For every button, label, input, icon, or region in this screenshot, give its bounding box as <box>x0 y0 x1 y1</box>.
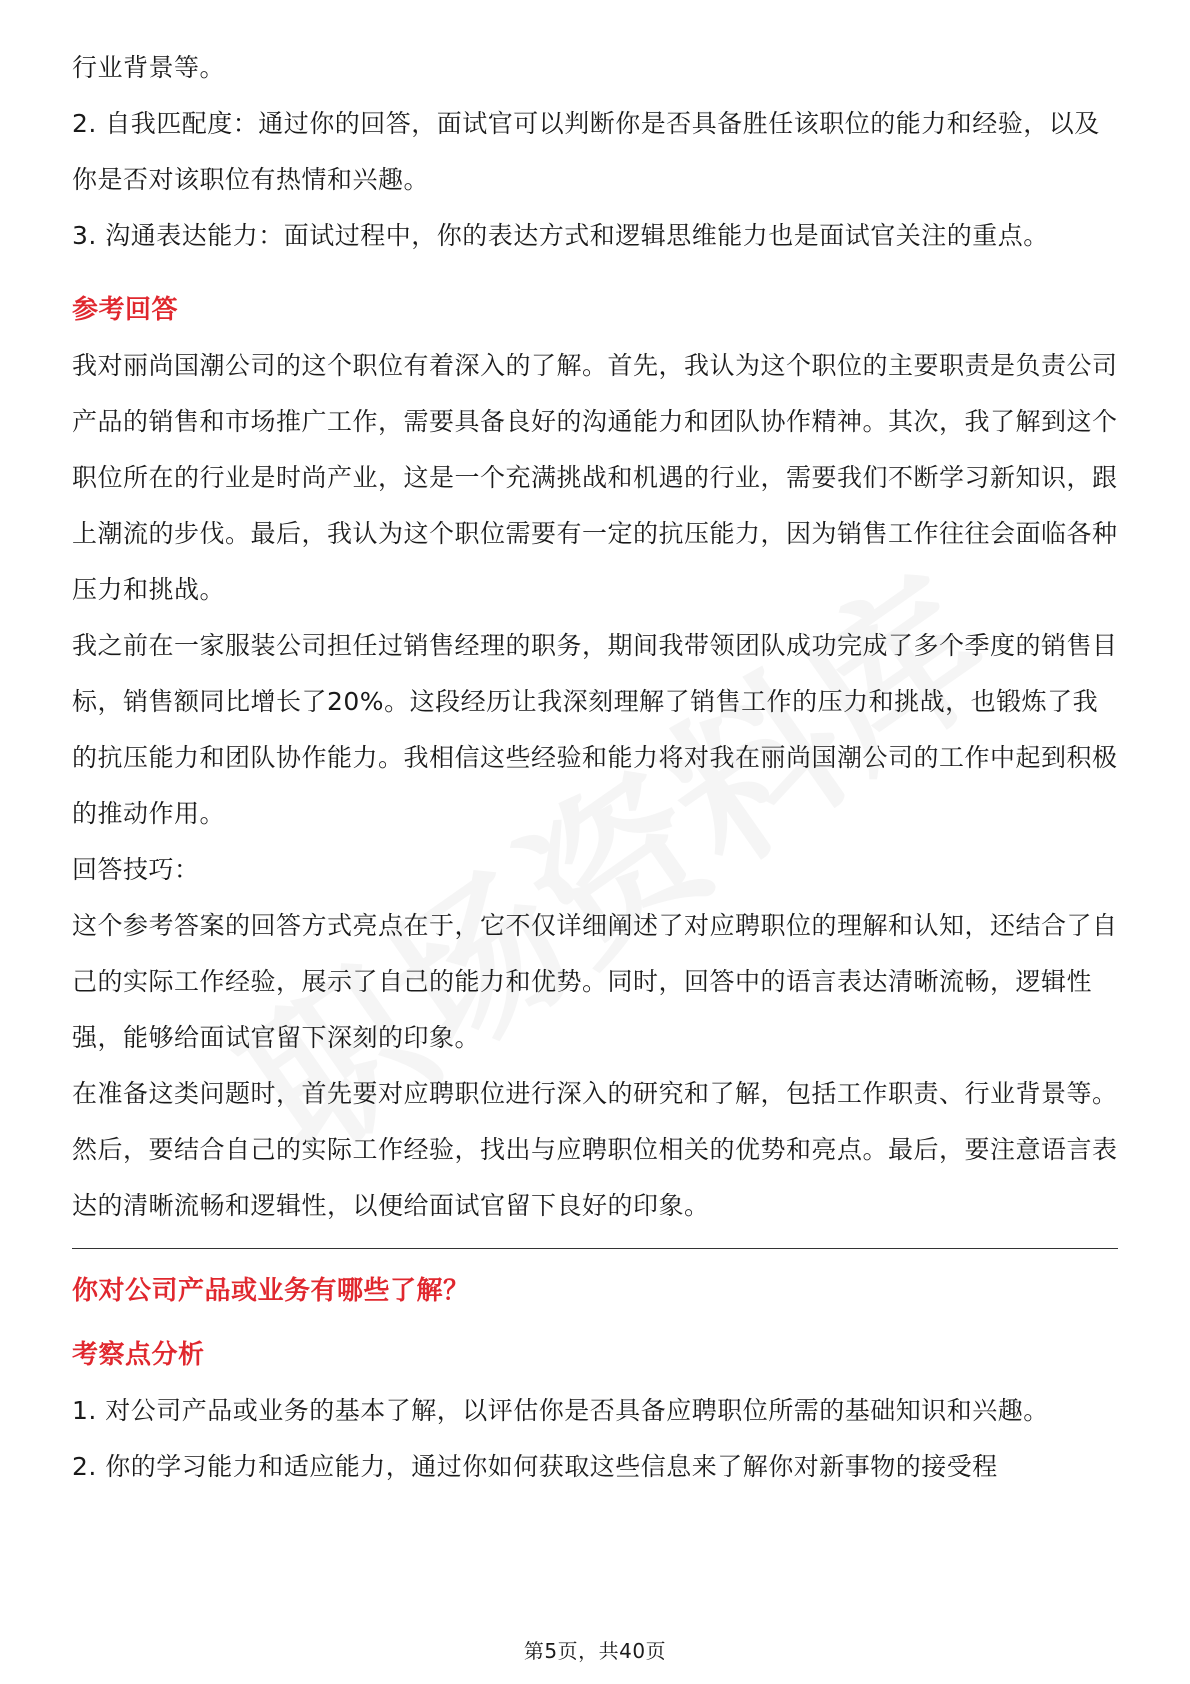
tips-paragraph-2: 在准备这类问题时，首先要对应聘职位进行深入的研究和了解，包括工作职责、行业背景等。然后，要结合自己的实际工作经验，找出与应聘职位相关的优势和亮点。最后，要注意语言表达的清晰流畅和逻辑性，以便给面试官留下良好的印象。 <box>72 1079 1118 1220</box>
analysis-point-1: 1. 对公司产品或业务的基本了解，以评估你是否具备应聘职位所需的基础知识和兴趣。 <box>72 1396 1049 1425</box>
section-divider <box>72 1248 1118 1249</box>
tips-paragraph-1: 这个参考答案的回答方式亮点在于，它不仅详细阐述了对应聘职位的理解和认知，还结合了自己的实际工作经验，展示了自己的能力和优势。同时，回答中的语言表达清晰流畅，逻辑性强，能够给面试官留下深刻的印象。 <box>72 911 1118 1052</box>
reference-paragraph-2: 我之前在一家服装公司担任过销售经理的职务，期间我带领团队成功完成了多个季度的销售目标，销售额同比增长了20%。这段经历让我深刻理解了销售工作的压力和挑战，也锻炼了我的抗压能力和团队协作能力。我相信这些经验和能力将对我在丽尚国潮公司的工作中起到积极的推动作用。 <box>72 631 1118 828</box>
analysis-point-2: 2. 你的学习能力和适应能力，通过你如何获取这些信息来了解你对新事物的接受程 <box>72 1452 998 1481</box>
reference-heading: 参考回答 <box>72 295 179 325</box>
tips-label: 回答技巧： <box>72 855 200 884</box>
reference-paragraph-1: 我对丽尚国潮公司的这个职位有着深入的了解。首先，我认为这个职位的主要职责是负责公司产品的销售和市场推广工作，需要具备良好的沟通能力和团队协作精神。其次，我了解到这个职位所在的行业是时尚产业，这是一个充满挑战和机遇的行业，需要我们不断学习新知识，跟上潮流的步伐。最后，我认为这个职位需要有一定的抗压能力，因为销售工作往往会面临各种压力和挑战。 <box>72 351 1118 604</box>
page-footer: 第5页，共40页 <box>523 1639 667 1663</box>
intro-line: 行业背景等。 <box>72 53 226 82</box>
question-title: 你对公司产品或业务有哪些了解？ <box>72 1276 470 1306</box>
document-page <box>72 40 1118 1495</box>
intro-point-2: 2. 自我匹配度：通过你的回答，面试官可以判断你是否具备胜任该职位的能力和经验，以及你是否对该职位有热情和兴趣。 <box>72 109 1100 194</box>
intro-point-3: 3. 沟通表达能力：面试过程中，你的表达方式和逻辑思维能力也是面试官关注的重点。 <box>72 221 1049 250</box>
analysis-heading: 考察点分析 <box>72 1340 205 1370</box>
